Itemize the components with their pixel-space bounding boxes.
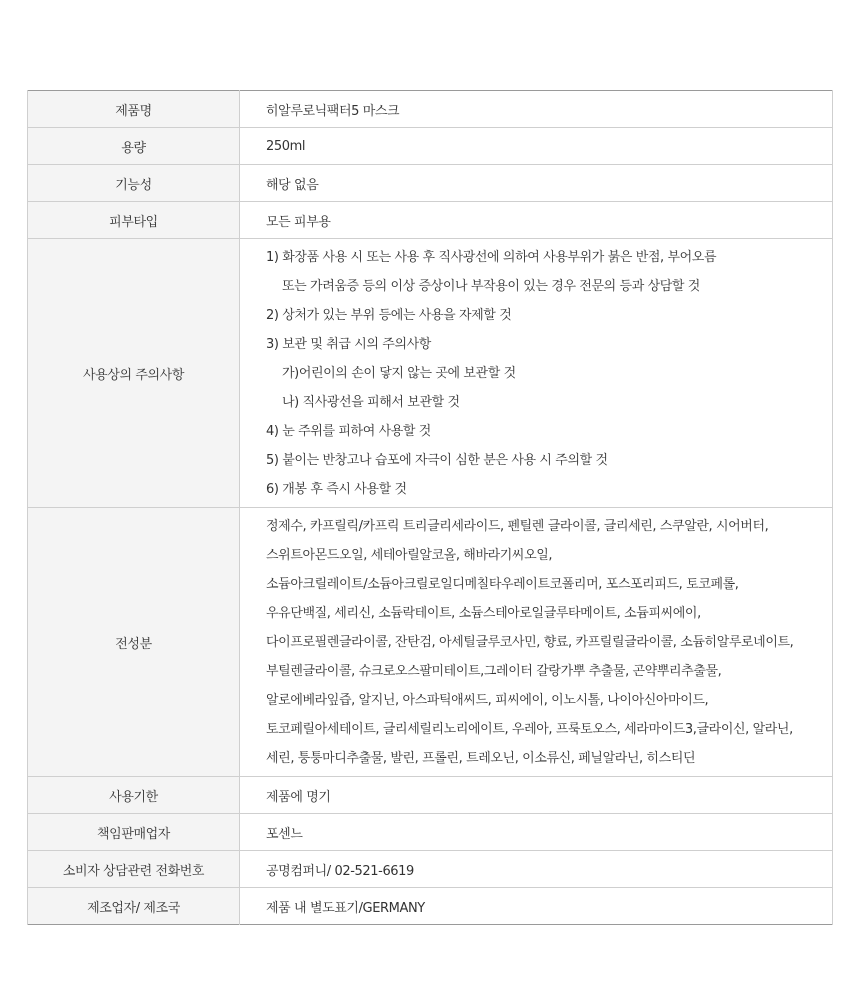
precaution-line: 나) 직사광선을 피해서 보관할 것 [282,395,460,410]
precaution-line: 또는 가려움증 등의 이상 증상이나 부작용이 있는 경우 전문의 등과 상담할 것 [282,279,700,294]
precaution-line: 6) 개봉 후 즉시 사용할 것 [266,482,407,497]
ingredient-line: 세린, 퉁퉁마디추출물, 발린, 프롤린, 트레오닌, 이소류신, 페닐알라닌, 히스티딘 [266,751,696,766]
product-info-table [27,90,833,925]
row-skin-type [28,202,833,239]
expiry-label: 사용기한 [28,777,240,814]
precaution-line: 1) 화장품 사용 시 또는 사용 후 직사광선에 의하여 사용부위가 붉은 반점, 부어오름 [266,250,717,265]
product-info-wrapper [27,90,833,925]
ingredient-line: 토코페릴아세테이트, 글리세릴리노리에이트, 우레아, 프룩토오스, 세라마이드3,글라이신, 알라닌, [266,722,793,737]
row-precautions [28,239,833,508]
skin-type-label: 피부타입 [28,202,240,239]
responsible-seller-label: 책임판매업자 [28,814,240,851]
consumer-contact-label: 소비자 상담관련 전화번호 [28,851,240,888]
row-consumer-contact [28,851,833,888]
row-expiry [28,777,833,814]
ingredients-value [240,508,833,777]
ingredient-line: 다이프로필렌글라이콜, 잔탄검, 아세틸글루코사민, 향료, 카프릴릴글라이콜, 소듐히알루로네이트, [266,635,794,650]
manufacturer-label: 제조업자/ 제조국 [28,888,240,925]
ingredient-line: 알로에베라잎즙, 알지닌, 아스파틱애씨드, 피씨에이, 이노시톨, 나이아신아마이드, [266,693,709,708]
volume-value: 250ml [240,128,833,165]
functionality-value: 해당 없음 [240,165,833,202]
row-responsible-seller [28,814,833,851]
ingredient-line: 우유단백질, 세리신, 소듐락테이트, 소듐스테아로일글루타메이트, 소듐피씨에이, [266,606,701,621]
ingredient-line: 소듐아크릴레이트/소듐아크릴로일디메칠타우레이트코폴리머, 포스포리피드, 토코페롤, [266,577,739,592]
product-name-label: 제품명 [28,91,240,128]
precautions-value [240,239,833,508]
precaution-line: 가)어린이의 손이 닿지 않는 곳에 보관할 것 [282,366,516,381]
row-functionality [28,165,833,202]
ingredients-label: 전성분 [28,508,240,777]
precaution-line: 3) 보관 및 취급 시의 주의사항 [266,337,431,352]
manufacturer-value: 제품 내 별도표기/GERMANY [240,888,833,925]
responsible-seller-value: 포센느 [240,814,833,851]
volume-label: 용량 [28,128,240,165]
row-manufacturer [28,888,833,925]
row-product-name [28,91,833,128]
consumer-contact-value: 공명컴퍼니/ 02-521-6619 [240,851,833,888]
ingredient-line: 부틸렌글라이콜, 슈크로오스팔미테이트,그레이터 갈랑가뿌 추출물, 곤약뿌리추출물, [266,664,722,679]
functionality-label: 기능성 [28,165,240,202]
precaution-line: 4) 눈 주위를 피하여 사용할 것 [266,424,431,439]
precautions-label: 사용상의 주의사항 [28,239,240,508]
precaution-line: 5) 붙이는 반창고나 습포에 자극이 심한 분은 사용 시 주의할 것 [266,453,608,468]
skin-type-value: 모든 피부용 [240,202,833,239]
precaution-line: 2) 상처가 있는 부위 등에는 사용을 자제할 것 [266,308,512,323]
ingredient-line: 정제수, 카프릴릭/카프릭 트리글리세라이드, 펜틸렌 글라이콜, 글리세린, 스쿠알란, 시어버터, [266,519,769,534]
ingredient-line: 스위트아몬드오일, 세테아릴알코올, 해바라기씨오일, [266,548,553,563]
row-ingredients [28,508,833,777]
expiry-value: 제품에 명기 [240,777,833,814]
product-name-value: 히알루로닉팩터5 마스크 [240,91,833,128]
row-volume [28,128,833,165]
